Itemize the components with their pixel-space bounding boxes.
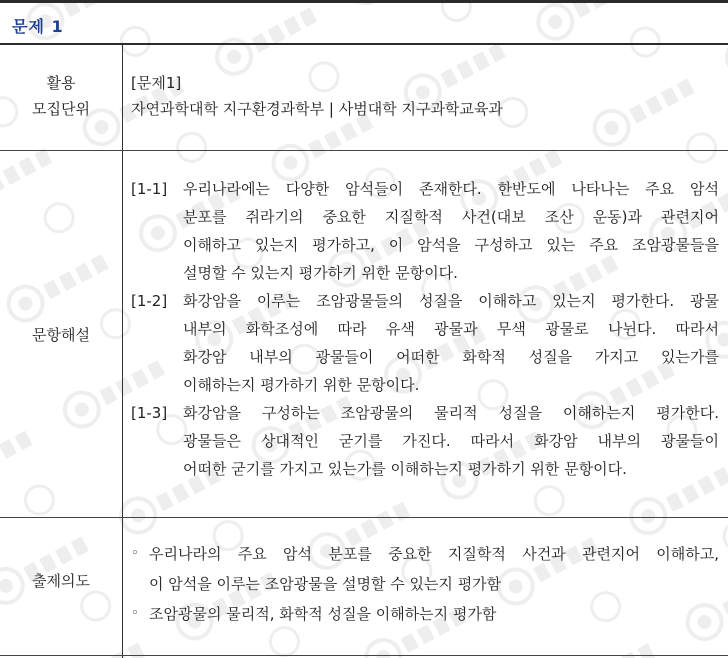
- bullet-icon: ◦: [131, 606, 139, 621]
- item-number: [1-3]: [131, 404, 168, 422]
- problem-ref: [문제1]: [131, 74, 182, 92]
- purpose-item-2: [131, 599, 719, 629]
- purpose-line: 조암광물의 물리적, 화학적 성질을 이해하는지 평가함: [149, 605, 497, 623]
- item-line: 화강암을 구성하는 조암광물의 물리적 성질을 이해하는지 평가한다.: [183, 404, 719, 422]
- explanation-item-1: [131, 175, 719, 287]
- purpose-label: 출제의도: [32, 572, 90, 590]
- column-divider: [122, 45, 123, 658]
- item-number: [1-2]: [131, 292, 168, 310]
- row-divider-3: [0, 655, 728, 656]
- problem-title: 문제 1: [12, 17, 64, 36]
- bullet-icon: ◦: [131, 546, 139, 561]
- explanation-item-3: [131, 399, 719, 483]
- item-line: 이해하고 있는지 평가하고, 이 암석을 구성하고 있는 주요 조암광물들을: [183, 236, 719, 254]
- explanation-cell: [131, 175, 719, 483]
- item-line: 내부의 화학조성에 따라 유색 광물과 무색 광물로 나뉜다. 따라서: [183, 320, 719, 338]
- units-cell: [131, 70, 719, 122]
- item-number: [1-1]: [131, 180, 168, 198]
- row-divider-2: [0, 517, 728, 518]
- item-line: 화강암 내부의 광물들이 어떠한 화학적 성질을 가지고 있는가를: [183, 348, 719, 366]
- item-line: 화강암을 이루는 조암광물들의 성질을 이해하고 있는지 평가한다. 광물: [183, 292, 719, 310]
- units-label-line-2: 모집단위: [32, 100, 90, 118]
- item-line: 광물들은 상대적인 굳기를 가진다. 따라서 화강암 내부의 광물들이: [183, 432, 719, 450]
- top-rule: [0, 0, 728, 3]
- explanation-item-2: [131, 287, 719, 399]
- row-divider-1: [0, 150, 728, 151]
- units-label-line-1: 활용: [46, 74, 76, 92]
- item-line: 이해하는지 평가하기 위한 문항이다.: [183, 376, 420, 394]
- title-rule: [0, 43, 728, 45]
- item-line: 분포를 쥐라기의 중요한 지질학적 사건(대보 조산 운동)과 관련지어: [183, 208, 719, 226]
- item-line: 어떠한 굳기를 가지고 있는가를 이해하는지 평가하기 위한 문항이다.: [183, 460, 627, 478]
- departments: 자연과학대학 지구환경과학부 | 사범대학 지구과학교육과: [131, 100, 503, 118]
- purpose-cell: [131, 539, 719, 629]
- item-line: 우리나라에는 다양한 암석들이 존재한다. 한반도에 나타나는 주요 암석: [183, 180, 719, 198]
- units-label: [0, 70, 122, 122]
- purpose-line: 이 암석을 이루는 조암광물을 설명할 수 있는지 평가함: [149, 575, 502, 593]
- explanation-label: 문항해설: [32, 326, 90, 344]
- purpose-line: 우리나라의 주요 암석 분포를 중요한 지질학적 사건과 관련지어 이해하고,: [149, 545, 719, 563]
- item-line: 설명할 수 있는지 평가하기 위한 문항이다.: [183, 264, 458, 282]
- purpose-item-1: [131, 539, 719, 599]
